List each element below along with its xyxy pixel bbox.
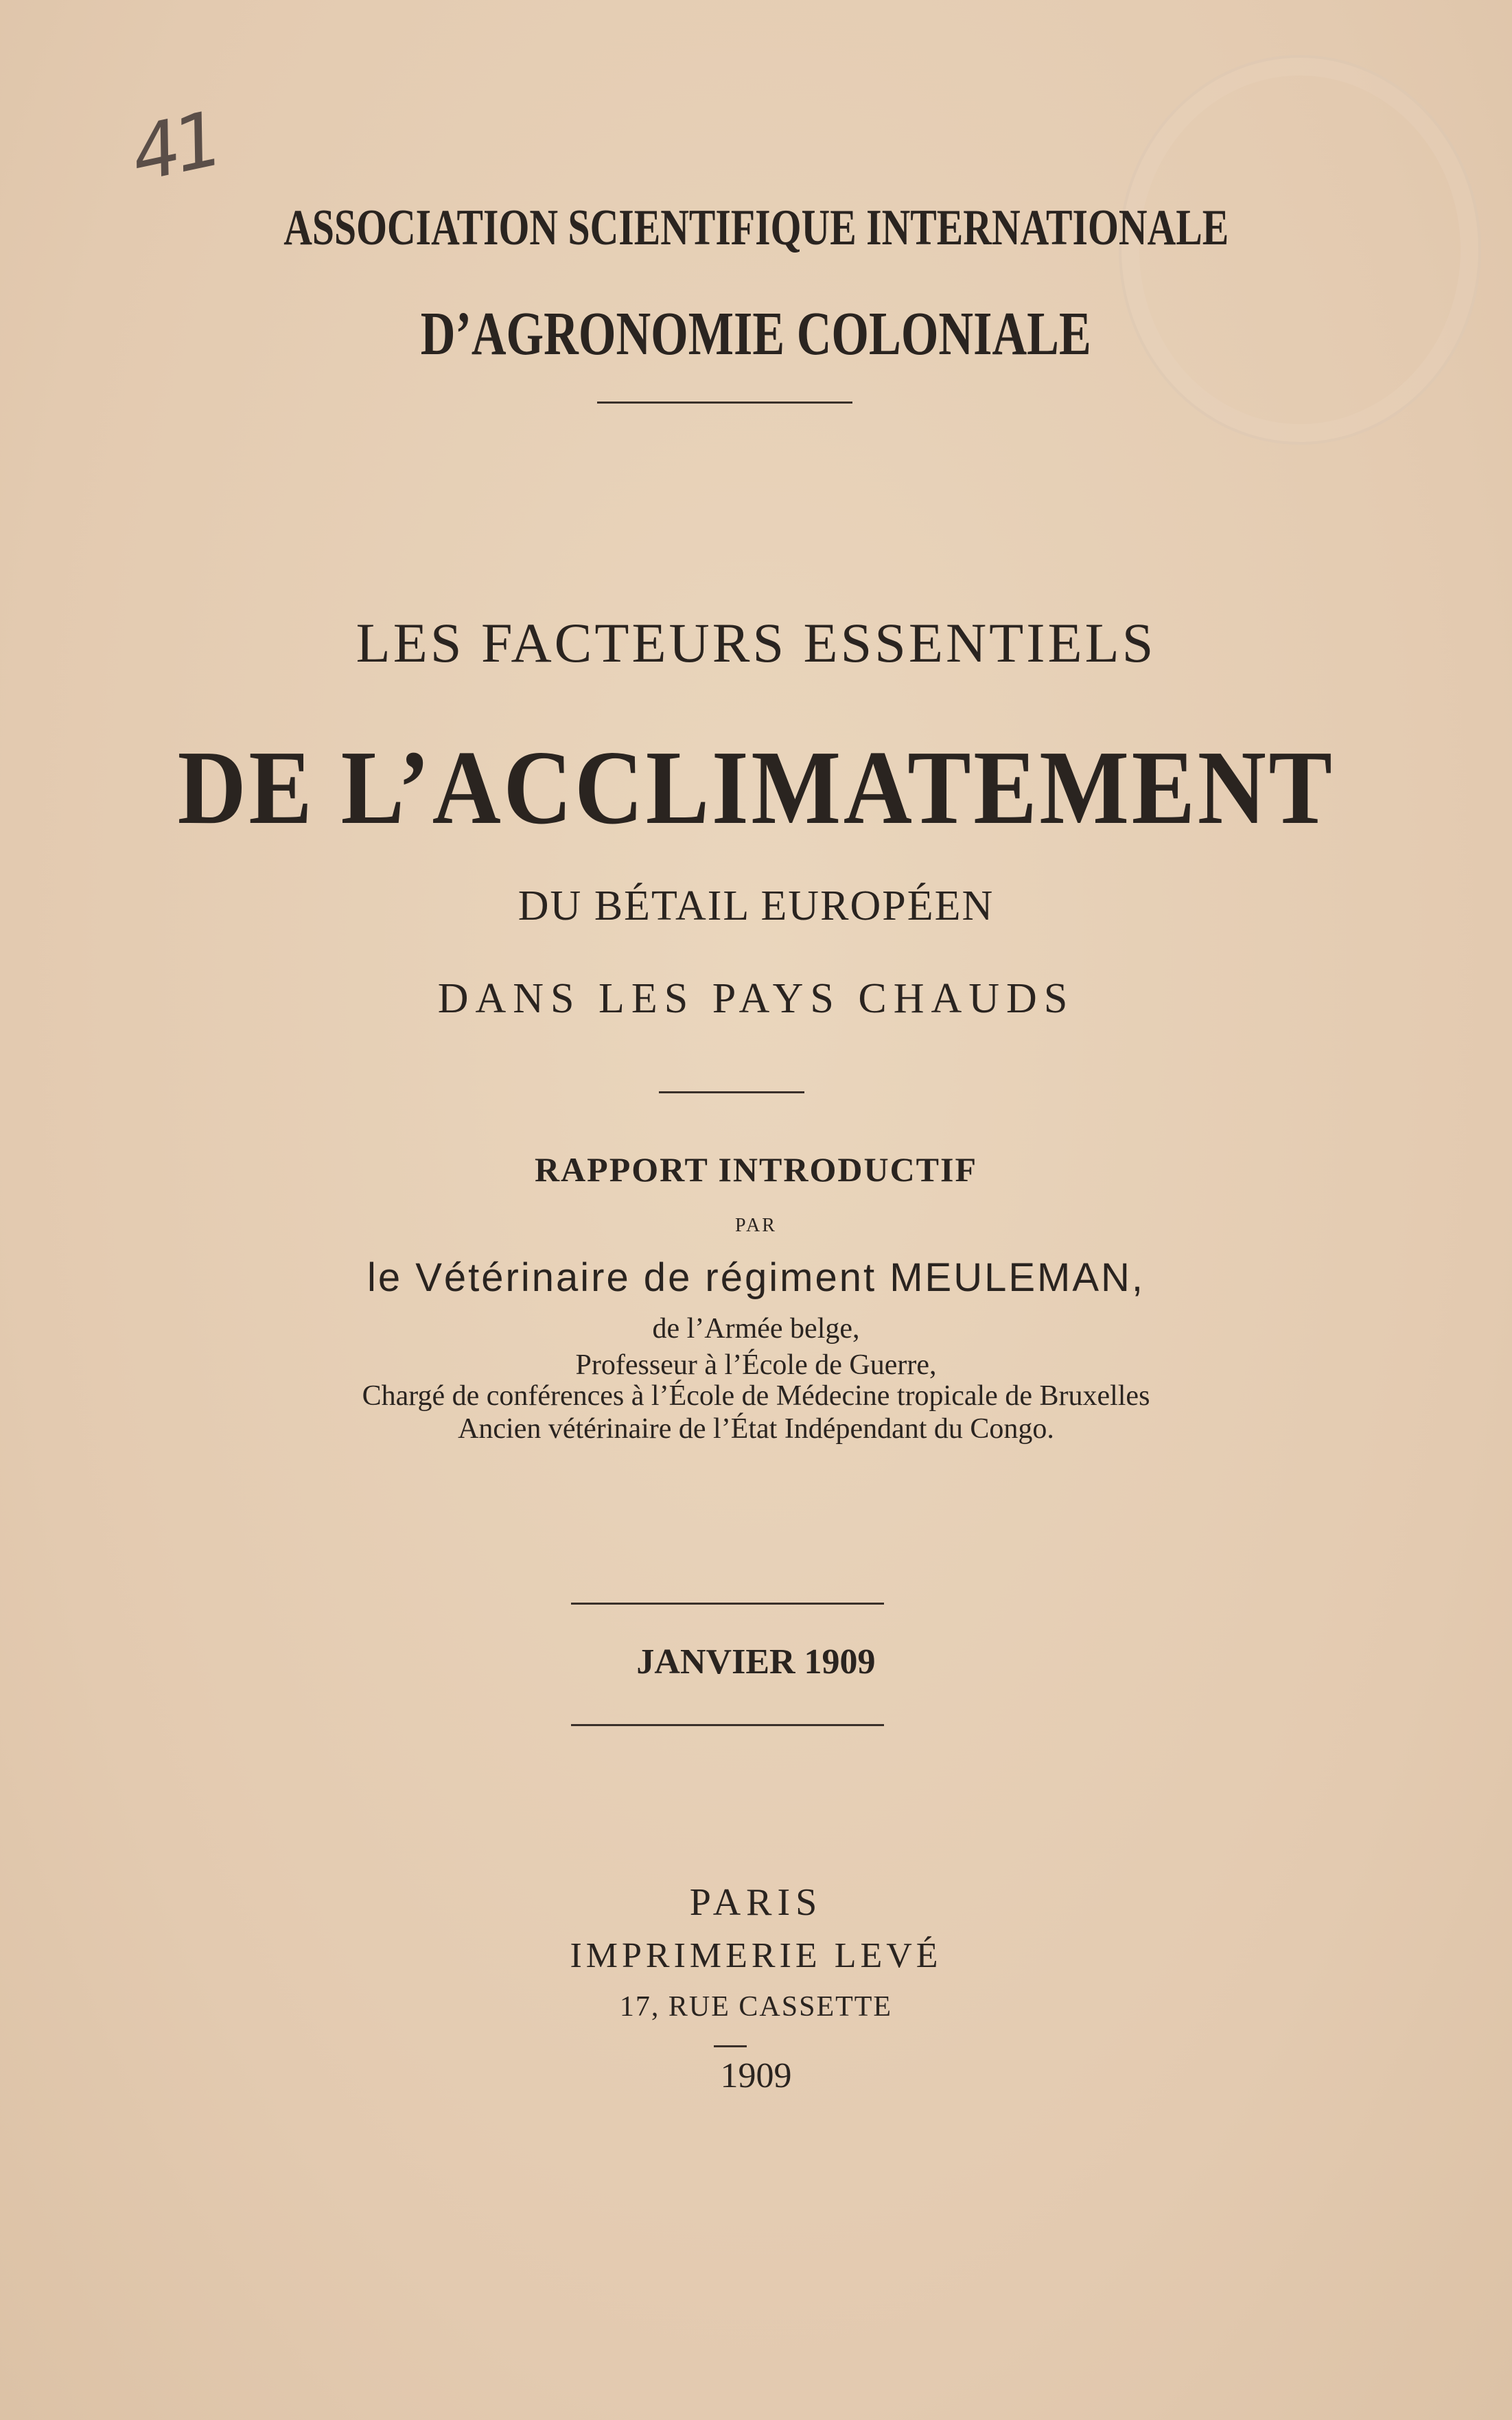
report-label: RAPPORT INTRODUCTIF (534, 1150, 978, 1189)
divider-rule (714, 2045, 747, 2047)
divider-rule (597, 402, 852, 404)
association-line-1: ASSOCIATION SCIENTIFIQUE INTERNATIONALE (283, 200, 1229, 256)
author-title-1: de l’Armée belge, (652, 1313, 860, 1345)
title-line-4: DANS LES PAYS CHAUDS (437, 975, 1075, 1022)
date-label: JANVIER 1909 (636, 1642, 876, 1682)
author-title-3: Chargé de conférences à l’École de Médecine tropicale de Bruxelles (362, 1380, 1150, 1412)
divider-rule (571, 1603, 884, 1605)
author-line: le Vétérinaire de régiment MEULEMAN, (367, 1255, 1145, 1300)
author-title-4: Ancien vétérinaire de l’État Indépendant du Congo. (458, 1413, 1054, 1445)
imprint-year: 1909 (720, 2056, 792, 2095)
imprint-city: PARIS (689, 1881, 823, 1924)
association-line-2: D’AGRONOMIE COLONIALE (420, 300, 1091, 368)
imprint-printer: IMPRIMERIE LEVÉ (570, 1936, 942, 1975)
divider-rule (571, 1724, 884, 1726)
by-label: PAR (735, 1215, 777, 1236)
title-line-3: DU BÉTAIL EUROPÉEN (517, 883, 995, 929)
handwritten-mark: 41 (124, 95, 225, 199)
imprint-address: 17, RUE CASSETTE (619, 1991, 893, 2023)
title-line-1: LES FACTEURS ESSENTIELS (356, 612, 1156, 674)
title-main: DE L’ACCLIMATEMENT (177, 730, 1335, 846)
divider-rule (659, 1091, 804, 1093)
author-title-2: Professeur à l’École de Guerre, (575, 1349, 937, 1381)
